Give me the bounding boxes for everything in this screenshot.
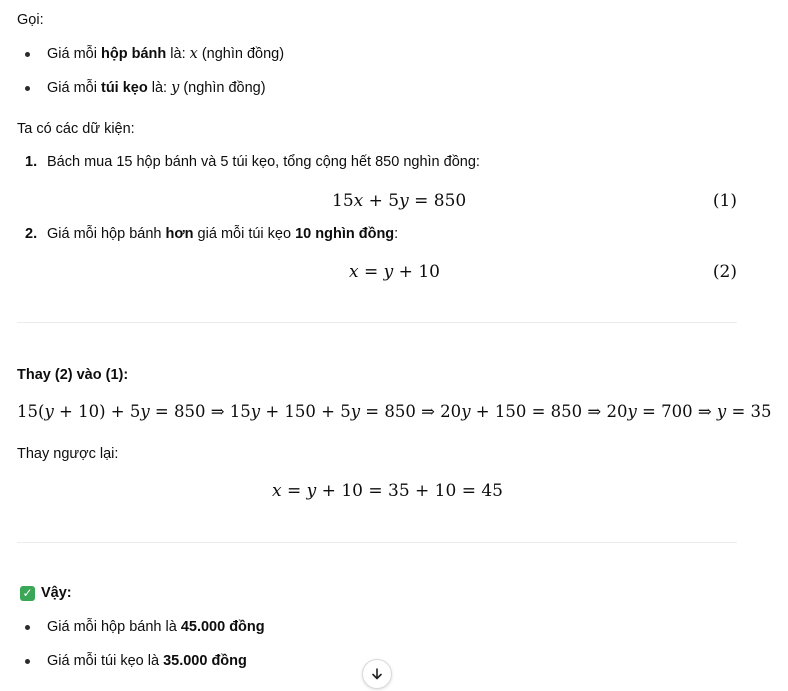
conclusion-heading: Vậy: bbox=[41, 585, 72, 601]
bullet-dot bbox=[25, 625, 30, 630]
list-number: 1. bbox=[25, 154, 38, 170]
equation-tag: (2) bbox=[712, 262, 737, 282]
conclusion-item: Giá mỗi hộp bánh là 45.000 đồng bbox=[47, 619, 265, 635]
substitute-heading: Thay (2) vào (1): bbox=[17, 367, 129, 383]
equation-tag: (1) bbox=[712, 191, 737, 211]
facts-label: Ta có các dữ kiện: bbox=[17, 121, 135, 137]
bullet-dot bbox=[25, 52, 30, 57]
back-substitute-label: Thay ngược lại: bbox=[17, 446, 119, 462]
list-number: 2. bbox=[25, 226, 38, 242]
conclusion-item: Giá mỗi túi kẹo là 35.000 đồng bbox=[47, 653, 247, 669]
fact-text: Bách mua 15 hộp bánh và 5 túi kẹo, tổng cộng hết 850 nghìn đồng: bbox=[47, 154, 480, 170]
arrow-down-icon bbox=[370, 667, 384, 681]
equation-2: x = y + 10 bbox=[349, 262, 440, 282]
bullet-dot bbox=[25, 659, 30, 664]
divider bbox=[17, 542, 737, 543]
back-substitution-equation: x = y + 10 = 35 + 10 = 45 bbox=[272, 481, 503, 501]
scroll-to-bottom-button[interactable] bbox=[362, 659, 392, 689]
definition-item: Giá mỗi túi kẹo là: y (nghìn đồng) bbox=[47, 80, 266, 96]
fact-text: Giá mỗi hộp bánh hơn giá mỗi túi kẹo 10 nghìn đồng: bbox=[47, 226, 399, 242]
intro-label: Gọi: bbox=[17, 12, 44, 28]
divider bbox=[17, 322, 737, 323]
definition-item: Giá mỗi hộp bánh là: x (nghìn đồng) bbox=[47, 46, 285, 62]
check-mark-icon: ✓ bbox=[20, 586, 35, 601]
equation-1: 15x + 5y = 850 bbox=[332, 191, 467, 211]
bullet-dot bbox=[25, 86, 30, 91]
substitution-equation: 15(y + 10) + 5y = 850 ⇒ 15y + 150 + 5y = 850 ⇒ 20y + 150 = 850 ⇒ 20y = 700 ⇒ y = 35 bbox=[17, 402, 772, 421]
